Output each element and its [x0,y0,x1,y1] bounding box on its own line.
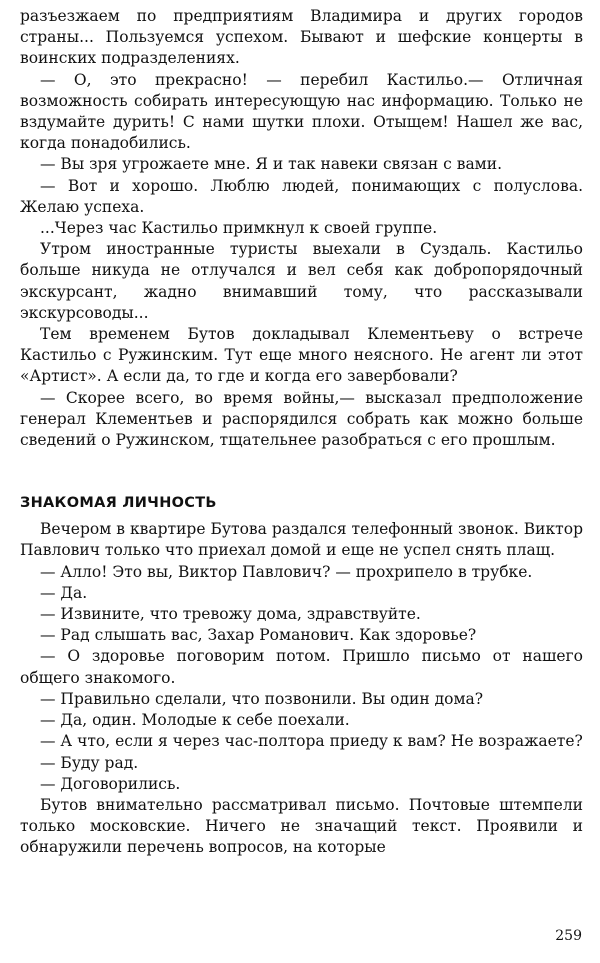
paragraph: ...Через час Кастильо примкнул к своей группе. [40,219,438,238]
paragraph: — Извините, что тревожу дома, здравствуйте. [40,605,421,624]
paragraph: разъезжаем по предприятиям Владимира и других городов страны... Пользуемся успехом. Бывают и шефские концерты в воинских подразделениях. [20,7,583,68]
paragraph: — Вы зря угрожаете мне. Я и так навеки связан с вами. [40,155,502,174]
section-heading: ЗНАКОМАЯ ЛИЧНОСТЬ [20,495,217,512]
paragraph: — Скорее всего, во время войны,— высказал предположение генерал Клементьев и распорядился собрать как можно больше сведений о Ружинском, тщательнее разобраться с его прошлым. [20,388,583,450]
page-number: 259 [555,928,582,944]
paragraph: Вечером в квартире Бутова раздался телефонный звонок. Виктор Павлович только что приехал домой и еще не успел снять плащ. [20,520,583,560]
paragraph: — Правильно сделали, что позвонили. Вы один дома? [40,689,484,708]
paragraph: — О здоровье поговорим потом. Пришло письмо от нашего общего знакомого. [20,647,583,687]
book-page [20,6,583,859]
paragraph: — А что, если я через час-полтора приеду к вам? Не возражаете? [40,732,583,751]
paragraph: — Рад слышать вас, Захар Романович. Как здоровье? [40,626,477,645]
paragraph: — Буду рад. [40,753,139,772]
paragraph: Утром иностранные туристы выехали в Суздаль. Кастильо больше никуда не отлучался и вел себя как добропорядочный экскурсант, жадно внимавший тому, что рассказывали экскурсоводы... [20,240,583,322]
paragraph: — Вот и хорошо. Люблю людей, понимающих с полуслова. Желаю успеха. [20,176,583,216]
body-text-bottom [20,519,583,858]
paragraph: — О, это прекрасно! — перебил Кастильо.— Отличная возможность собирать интересующую нас информацию. Только не вздумайте дурить! С нами шутки плохи. Отыщем! Нашел же вас, когда понадобились. [20,70,583,153]
body-text-top [20,6,583,451]
paragraph: — Алло! Это вы, Виктор Павлович? — прохрипело в трубке. [40,562,533,581]
paragraph: — Договорились. [40,774,181,793]
paragraph: — Да, один. Молодые к себе поехали. [40,711,350,730]
paragraph: — Да. [40,583,88,602]
paragraph: Бутов внимательно рассматривал письмо. Почтовые штемпели только московские. Ничего не значащий текст. Проявили и обнаружили перечень вопросов, на которые [20,795,583,857]
paragraph: Тем временем Бутов докладывал Клементьеву о встрече Кастильо с Ружинским. Тут еще много неясного. Не агент ли этот «Артист». А если да, то где и когда его завербовали? [20,325,583,386]
